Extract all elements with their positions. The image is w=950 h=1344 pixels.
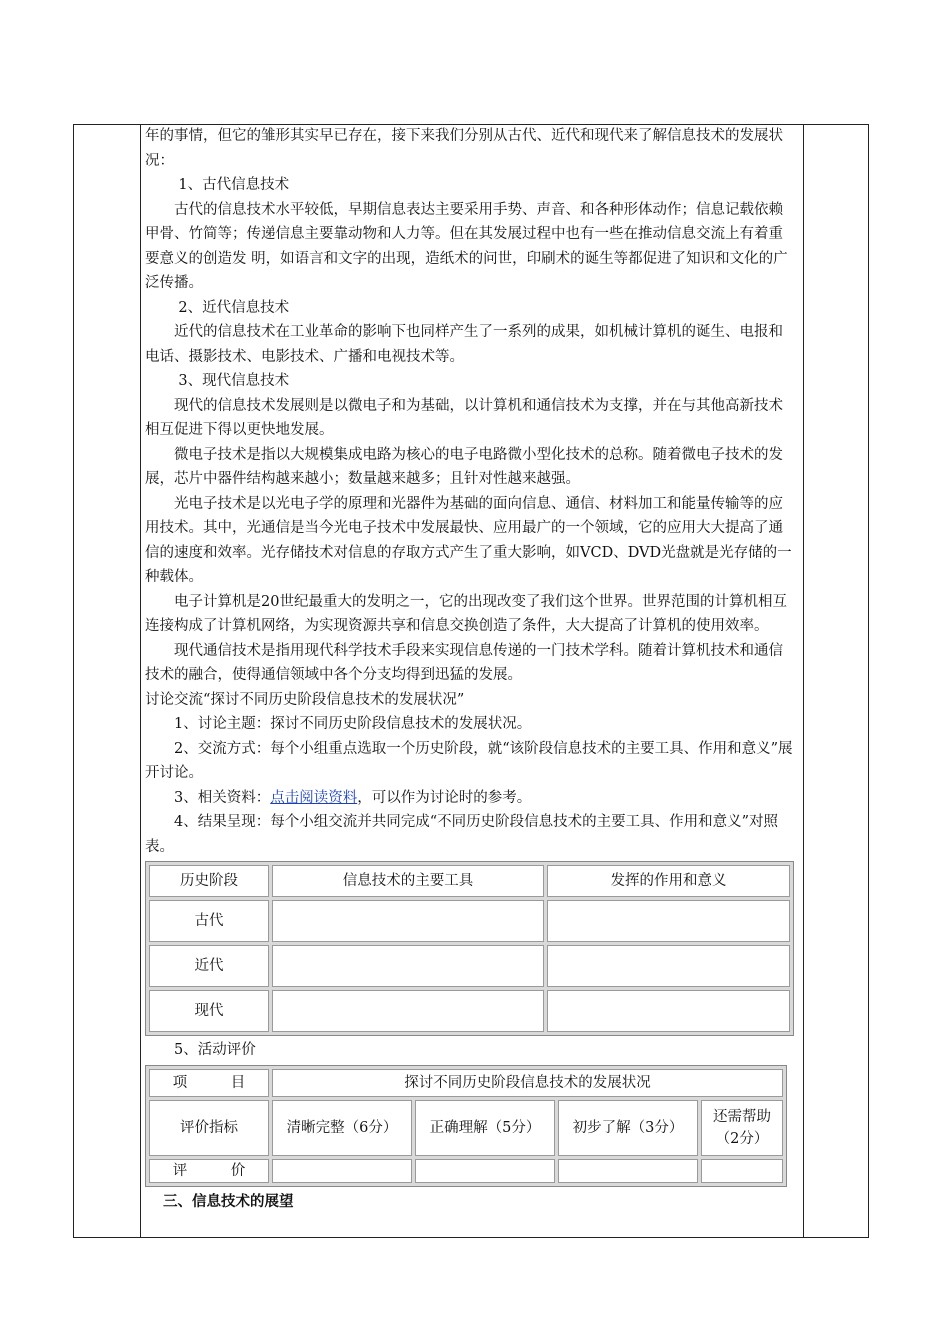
table-header: 发挥的作用和意义 [547,865,790,897]
discussion-item-5: 5、活动评价 [174,1042,256,1058]
criteria-level: 初步了解（3分） [558,1100,698,1156]
evaluation-result-label: 评 价 [149,1159,269,1183]
evaluation-item-label: 项 目 [149,1069,269,1097]
heading-current: 3、现代信息技术 [178,373,290,389]
discussion-item-4: 4、结果呈现：每个小组交流并共同完成“不同历史阶段信息技术的主要工具、作用和意义”对照表。 [145,814,779,855]
criteria-level: 清晰完整（6分） [272,1100,412,1156]
discussion-title: 讨论交流“探讨不同历史阶段信息技术的发展状况” [145,691,465,708]
discussion-item-2: 2、交流方式：每个小组重点选取一个历史阶段，就“该阶段信息技术的主要工具、作用和意义”展开讨论。 [145,740,793,781]
evaluation-item-value: 探讨不同历史阶段信息技术的发展状况 [272,1069,783,1097]
table-row-label: 近代 [149,945,269,987]
table-header: 信息技术的主要工具 [272,865,544,897]
table-cell-empty[interactable] [272,945,544,987]
column-divider-left [140,125,141,1237]
table-cell-empty[interactable] [547,900,790,942]
evaluation-criteria-label: 评价指标 [149,1100,269,1156]
paragraph-microelectronics: 微电子技术是指以大规模集成电路为核心的电子电路微小型化技术的总称。随着微电子技术的发展，芯片中器件结构越来越小；数量越来越多；且针对性越来越强。 [145,446,783,487]
paragraph-communication: 现代通信技术是指用现代科学技术手段来实现信息传递的一门技术学科。随着计算机技术和通信技术的融合，使得通信领域中各个分支均得到迅猛的发展。 [145,642,783,683]
evaluation-table [145,1065,787,1187]
discussion-item-3 [145,786,795,811]
paragraph-computer: 电子计算机是20世纪最重大的发明之一，它的出现改变了我们这个世界。世界范围的计算机相互连接构成了计算机网络，为实现资源共享和信息交换创造了条件，大大提高了计算机的使用效率。 [145,593,787,634]
heading-ancient: 1、古代信息技术 [178,177,290,193]
section-heading-outlook: 三、信息技术的展望 [163,1193,294,1210]
criteria-level: 正确理解（5分） [415,1100,555,1156]
lesson-content [145,124,795,1214]
evaluation-cell-empty[interactable] [272,1159,412,1183]
table-row-label: 现代 [149,990,269,1032]
column-divider-right [803,125,804,1237]
discussion-item-3-suffix: ，可以作为讨论时的参考。 [357,789,532,806]
evaluation-cell-empty[interactable] [415,1159,555,1183]
criteria-level: 还需帮助（2分） [701,1100,783,1156]
table-cell-empty[interactable] [272,990,544,1032]
table-row-label: 古代 [149,900,269,942]
history-comparison-table [145,861,794,1036]
heading-modern: 2、近代信息技术 [178,299,290,316]
paragraph-optoelectronics: 光电子技术是以光电子学的原理和光器件为基础的面向信息、通信、材料加工和能量传输等的应用技术。其中，光通信是当今光电子技术中发展最快、应用最广的一个领域，它的应用大大提高了通信的速度和效率。光存储技术对信息的存取方式产生了重大影响，如VCD、DVD光盘就是光存储的一种载体。 [145,495,792,585]
table-cell-empty[interactable] [547,945,790,987]
intro-paragraph: 年的事情，但它的雏形其实早已存在，接下来我们分别从古代、近代和现代来了解信息技术的发展状况： [145,128,783,169]
table-cell-empty[interactable] [547,990,790,1032]
table-header: 历史阶段 [149,865,269,897]
evaluation-cell-empty[interactable] [558,1159,698,1183]
discussion-item-1: 1、讨论主题：探讨不同历史阶段信息技术的发展状况。 [174,716,532,732]
evaluation-cell-empty[interactable] [701,1159,783,1183]
paragraph-current: 现代的信息技术发展则是以微电子和为基础，以计算机和通信技术为支撑，并在与其他高新技术相互促进下得以更快地发展。 [145,397,783,438]
paragraph-modern: 近代的信息技术在工业革命的影响下也同样产生了一系列的成果，如机械计算机的诞生、电报和电话、摄影技术、电影技术、广播和电视技术等。 [145,324,783,365]
read-material-link[interactable]: 点击阅读资料 [270,789,358,806]
discussion-item-3-prefix: 3、相关资料： [174,789,271,806]
table-cell-empty[interactable] [272,900,544,942]
paragraph-ancient: 古代的信息技术水平较低，早期信息表达主要采用手势、声音、和各种形体动作；信息记载依赖甲骨、竹简等；传递信息主要靠动物和人力等。但在其发展过程中也有一些在推动信息交流上有着重要意义的创造发 明，如语言和文字的出现，造纸术的问世，印刷术的诞生等都促进了知识和文化的广泛传播。 [145,201,788,291]
